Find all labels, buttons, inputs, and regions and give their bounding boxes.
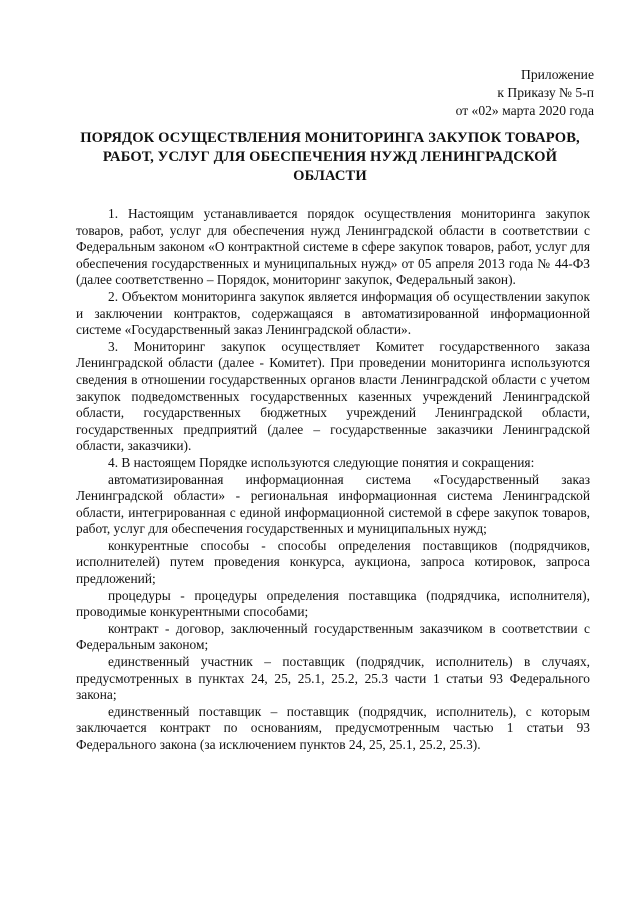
document-title bbox=[60, 129, 600, 186]
document-body bbox=[76, 206, 590, 754]
definition-sole-supplier: единственный поставщик – поставщик (подрядчик, исполнитель), с которым заключается контракт по основаниям, предусмотренным частью 1 статьи 93 Федерального закона (за исключением пунктов 24, 25, 25.1, 25.2, 25.3). bbox=[76, 703, 590, 752]
title-line: ПОРЯДОК ОСУЩЕСТВЛЕНИЯ МОНИТОРИНГА ЗАКУПОК ТОВАРОВ, bbox=[80, 130, 580, 146]
appendix-label: Приложение bbox=[521, 67, 594, 82]
title-line: РАБОТ, УСЛУГ ДЛЯ ОБЕСПЕЧЕНИЯ НУЖД ЛЕНИНГРАДСКОЙ bbox=[102, 149, 558, 165]
title-line: ОБЛАСТИ bbox=[293, 168, 367, 184]
definition-ais: автоматизированная информационная система «Государственный заказ Ленинградской области» - региональная информационная система Ленинградской области, интегрированная с единой информационной системой в сфере закупок товаров, работ, услуг для обеспечения государственных и муниципальных нужд; bbox=[76, 471, 590, 537]
paragraph-1: 1. Настоящим устанавливается порядок осуществления мониторинга закупок товаров, работ, услуг для обеспечения нужд Ленинградской области в соответствии с Федеральным законом «О контрактной системе в сфере закупок товаров, работ, услуг для обеспечения государственных и муниципальных нужд» от 05 апреля 2013 года № 44-ФЗ (далее соответственно – Порядок, мониторинг закупок, Федеральный закон). bbox=[76, 206, 590, 288]
paragraph-2: 2. Объектом мониторинга закупок является информация об осуществлении закупок и заключении контрактов, содержащаяся в автоматизированной информационной системе «Государственный заказ Ленинградской области». bbox=[76, 288, 590, 338]
definition-competitive-methods: конкурентные способы - способы определения поставщиков (подрядчиков, исполнителей) путем проведения конкурса, аукциона, запроса котировок, запроса предложений; bbox=[76, 537, 590, 587]
paragraph-3: 3. Мониторинг закупок осуществляет Комитет государственного заказа Ленинградской области (далее - Комитет). При проведении мониторинга используются сведения в отношении государственных органов власти Ленинградской области с учетом закупок подведомственных государственных казенных учреждений Ленинградской области, государственных бюджетных учреждений Ленинградской области, государственных предприятий (далее – государственные заказчики Ленинградской области, заказчики). bbox=[76, 338, 590, 454]
definition-sole-participant: единственный участник – поставщик (подрядчик, исполнитель) в случаях, предусмотренных в пунктах 24, 25, 25.1, 25.2, 25.3 части 1 статьи 93 Федерального закона; bbox=[76, 654, 590, 703]
definition-contract: контракт - договор, заключенный государственным заказчиком в соответствии с Федеральным законом; bbox=[76, 620, 590, 653]
paragraph-4: 4. В настоящем Порядке используются следующие понятия и сокращения: bbox=[108, 454, 535, 470]
definition-procedures: процедуры - процедуры определения поставщика (подрядчика, исполнителя), проводимые конкурентными способами; bbox=[76, 587, 590, 620]
appendix-header bbox=[456, 66, 594, 120]
appendix-order-date: от «02» марта 2020 года bbox=[455, 103, 594, 118]
appendix-order-number: к Приказу № 5-п bbox=[497, 85, 594, 100]
